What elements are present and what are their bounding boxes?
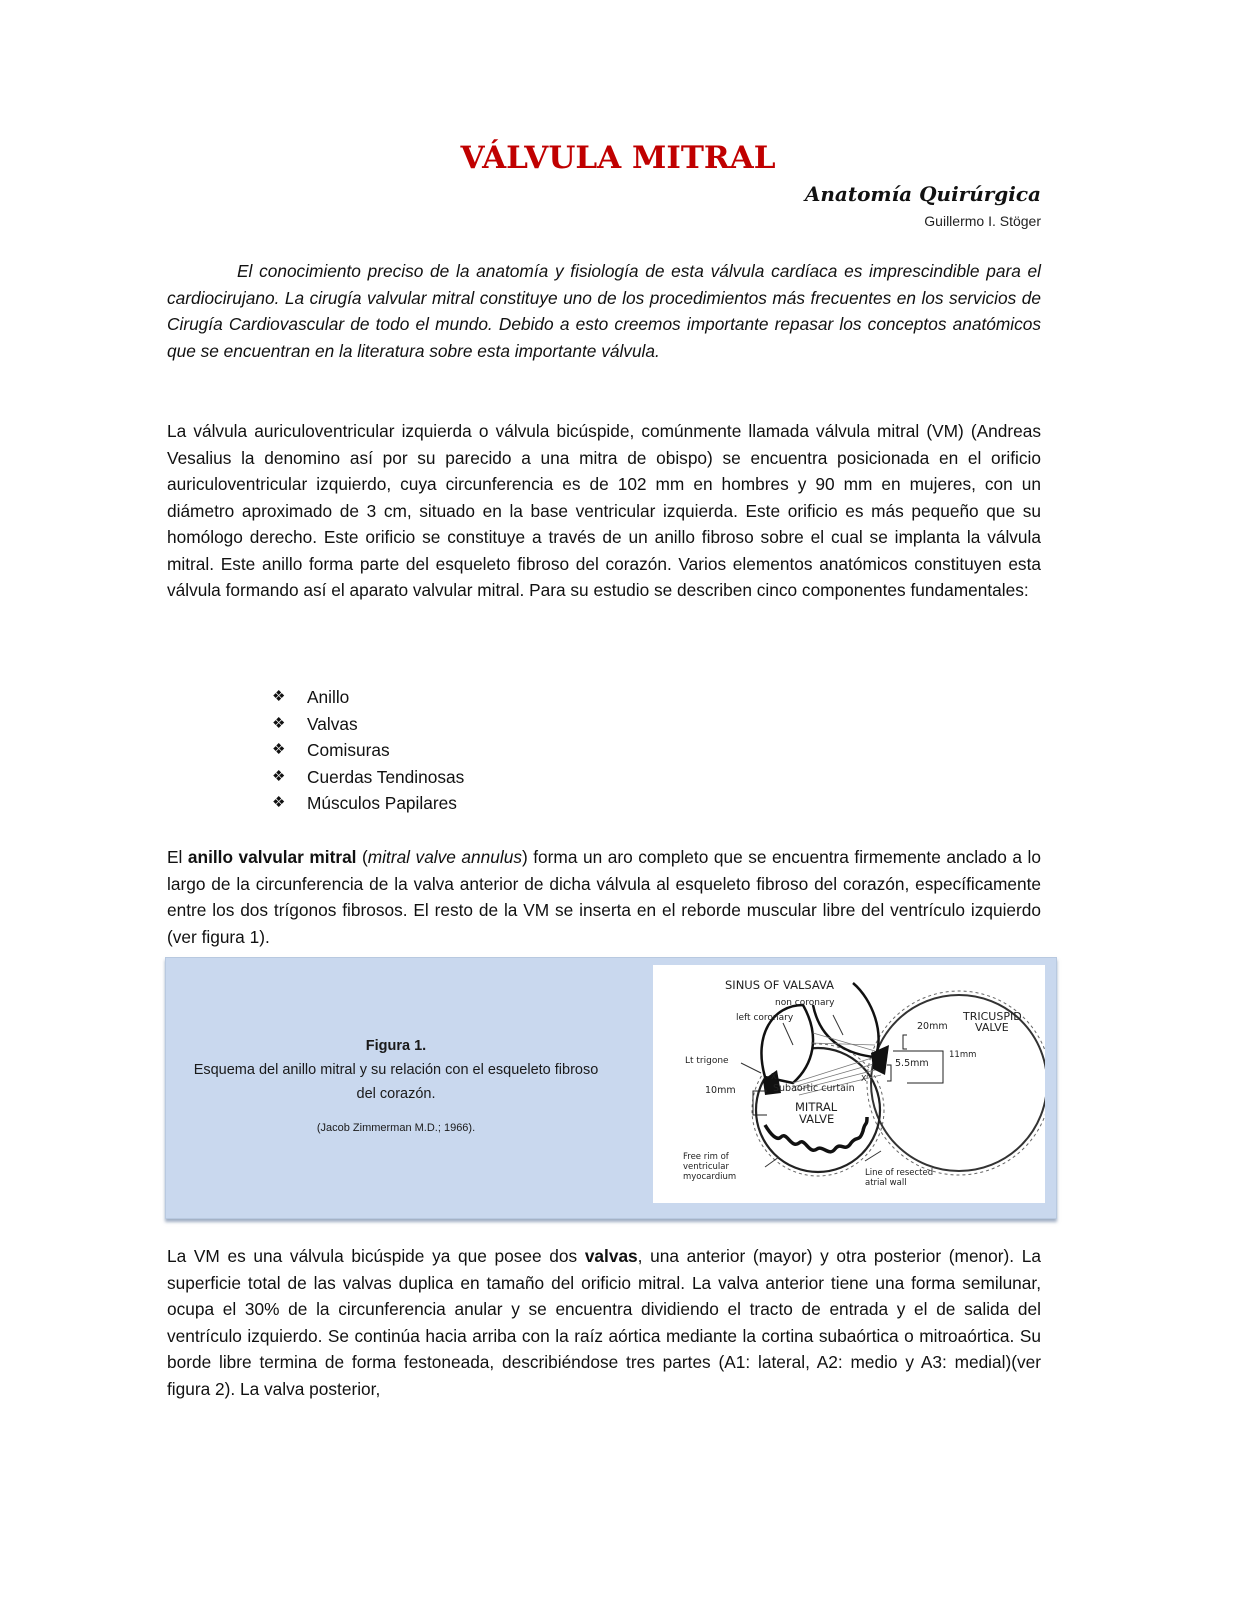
figure-description: Esquema del anillo mitral y su relación con el esqueleto fibroso del corazón. [193,1062,599,1102]
label-mitral-2: VALVE [799,1112,835,1126]
figure-credit: (Jacob Zimmerman M.D.; 1966). [316,1122,476,1134]
term-valvas: valvas [584,1246,638,1266]
label-resected-1: Line of resected [865,1168,934,1178]
list-item-label: Cuerdas Tendinosas [307,766,465,787]
non-coronary-cusp [813,983,879,1057]
label-left-coronary: left coronary [736,1013,794,1023]
diamond-bullet-icon: ❖ [272,767,286,785]
text-run: El [167,847,188,867]
label-5-5mm: 5.5mm [895,1058,929,1069]
label-11mm: 11mm [949,1050,977,1060]
label-free-rim-1: Free rim of [683,1152,729,1162]
text-run: ) forma un aro completo que se encuentra firmemente anclado a lo largo de la circunferencia de la valva anterior de dicha válvula al esqueleto fibroso del corazón, específicamente entre los dos trígonos fibrosos. El resto de la VM se inserta en el reborde muscular libre del ventrículo izquierdo (ver figura 1). [167,847,1042,947]
label-tricuspid-2: VALVE [975,1021,1009,1034]
text-run: ( [356,847,368,867]
figure-caption [186,1034,606,1134]
document-title: VÁLVULA MITRAL [460,140,776,176]
label-resected-2: atrial wall [865,1178,907,1188]
label-subaortic-curtain: Subaortic curtain [773,1083,855,1094]
text-run: , una anterior (mayor) y otra posterior (menor). La superficie total de las valvas duplica en tamaño del orificio mitral. La valva anterior tiene una forma semilunar, ocupa el 30% de la circunferencia anular y se encuentra dividiendo el tracto de entrada y el de salida del ventrículo izquierdo. Se continúa hacia arriba con la raíz aórtica mediante la cortina subaórtica o mitroaórtica. Su borde libre termina de forma festoneada, describiéndose tres partes (A1: lateral, A2: medio y A3: medial)(ver figura 2). La valva posterior, [167,1246,1041,1399]
text-run: La VM es una válvula bicúspide ya que posee dos [167,1246,585,1266]
components-list [272,684,464,817]
list-item [272,737,464,764]
term-annulus: anillo valvular mitral [187,847,357,867]
label-sinus-of-valsava: SINUS OF VALSAVA [725,978,835,992]
term-annulus-english: mitral valve annulus [367,847,522,867]
label-tricuspid-1: TRICUSPID [963,1010,1022,1023]
diamond-bullet-icon: ❖ [272,688,286,705]
diamond-bullet-icon: ❖ [272,741,286,759]
label-mitral-1: MITRAL [795,1100,838,1114]
bracket-55mm [887,1065,891,1081]
label-x-right: X [861,1074,867,1083]
document-author: Guillermo I. Stöger [924,213,1041,229]
list-item-label: Músculos Papilares [307,793,457,814]
list-item [272,764,464,791]
diagram-svg [653,965,1045,1203]
list-item [272,684,464,711]
mitral-annulus-diagram [653,965,1045,1203]
label-lt-trigone: Lt trigone [685,1056,729,1066]
bracket-20mm [903,1035,907,1049]
label-x-left: X [771,1072,777,1081]
label-non-coronary: non coronary [775,998,835,1008]
paragraph-leaflets [167,1243,1041,1402]
list-item-label: Anillo [307,687,350,707]
diamond-bullet-icon: ❖ [272,794,286,812]
document-subtitle: Anatomía Quirúrgica [804,182,1041,206]
label-10mm: 10mm [705,1085,736,1096]
paragraph-annulus [167,844,1041,950]
diamond-bullet-icon: ❖ [272,714,286,732]
paragraph-mitral-valve-overview: La válvula auriculoventricular izquierda o válvula bicúspide, comúnmente llamada válvula mitral (VM) (Andreas Vesalius la denomino así por su parecido a una mitra de obispo) se encuentra posicionada en el orificio auriculoventricular izquierdo, cuya circunferencia es de 102 mm en hombres y 90 mm en mujeres, con un diámetro aproximado de 3 cm, situado en la base ventricular izquierda. Este orificio es más pequeño que su homólogo derecho. Este orificio se constituye a través de un anillo fibroso sobre el cual se implanta la válvula mitral. Este anillo forma parte del esqueleto fibroso del corazón. Varios elementos anatómicos constituyen esta válvula formando así el aparato valvular mitral. Para su estudio se describen cinco componentes fundamentales: [167,421,1041,600]
list-item [272,711,464,738]
figure-1-box [165,957,1057,1219]
label-free-rim-3: myocardium [683,1172,737,1182]
figure-label: Figura 1. [365,1038,427,1054]
intro-paragraph: El conocimiento preciso de la anatomía y fisiología de esta válvula cardíaca es imprescindible para el cardiocirujano. La cirugía valvular mitral constituye uno de los procedimientos más frecuentes en los servicios de Cirugía Cardiovascular de todo el mundo. Debido a esto creemos importante repasar los conceptos anatómicos que se encuentran en la literatura sobre esta importante válvula. [167,261,1041,361]
label-free-rim-2: ventricular [683,1162,729,1172]
label-20mm: 20mm [917,1021,948,1032]
list-item-label: Comisuras [307,740,390,761]
list-item-label: Valvas [307,713,358,734]
list-item [272,790,464,817]
